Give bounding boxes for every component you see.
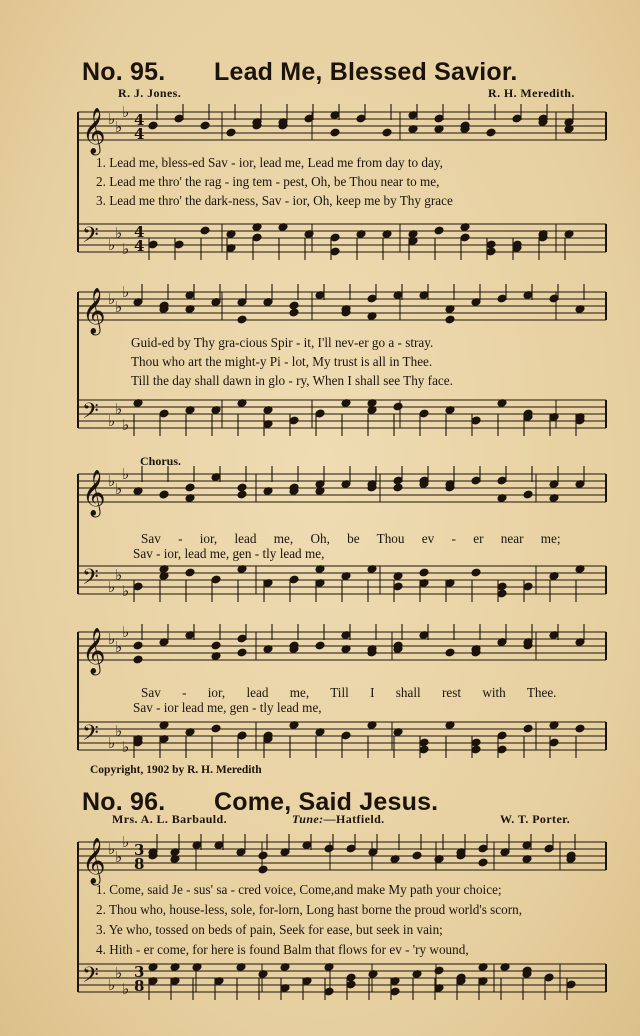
- note-head: [434, 966, 444, 975]
- note-head: [185, 568, 195, 577]
- treble-clef-icon: 𝄞: [82, 108, 106, 154]
- note-head: [486, 128, 496, 137]
- flat-icon: ♭: [122, 738, 130, 756]
- hymn-96-lyricist: Mrs. A. L. Barbauld.: [112, 812, 228, 826]
- note-head: [200, 121, 210, 130]
- hymn-95-verse-2-line-1: 2. Lead me thro' the rag - ing tem - pest, Oh, be Thou near to me,: [96, 174, 440, 189]
- note-head: [211, 724, 221, 733]
- flat-icon: ♭: [122, 416, 130, 434]
- hymn-95-number: No. 95.: [82, 58, 166, 86]
- hymn-95-verse-2-line-2: Thou who art the might-y Pi - lot, My trust is all in Thee.: [131, 354, 433, 369]
- hymn-95-verse-3-line-1: 3. Lead me thro' the dark-ness, Sav - ior, Oh, keep me by Thy grace: [96, 193, 453, 208]
- time-signature: 4: [134, 223, 145, 241]
- flat-icon: ♭: [122, 465, 130, 483]
- note-head: [330, 128, 340, 137]
- chorus-1-upper-lyric: Sav - ior, lead me, Oh, be Thou ev - er near me;: [141, 531, 561, 546]
- note-head: [315, 641, 325, 650]
- flat-icon: ♭: [115, 480, 123, 498]
- hymn-95-verse-3-line-2: Till the day shall dawn in glo - ry, When I shall see Thy face.: [131, 373, 453, 388]
- note-head: [445, 315, 455, 324]
- time-signature: 4: [134, 111, 145, 129]
- flat-icon: ♭: [108, 412, 116, 430]
- note-head: [237, 490, 247, 499]
- flat-icon: ♭: [115, 224, 123, 242]
- note-head: [289, 301, 299, 310]
- note-head: [412, 851, 422, 860]
- hymn-95-verse-1-line-1: 1. Lead me, bless-ed Sav - ior, lead me, Lead me from day to day,: [96, 155, 443, 170]
- hymn-96-verse-2: 2. Thou who, house-less, sole, for-lorn, Long hast borne the proud world's scorn,: [96, 902, 522, 917]
- note-head: [434, 226, 444, 235]
- note-head: [226, 128, 236, 137]
- chorus-label: Chorus.: [140, 454, 182, 468]
- note-head: [133, 641, 143, 650]
- hymn-96-tune-label: Tune:: [292, 812, 324, 826]
- flat-icon: ♭: [122, 582, 130, 600]
- note-head: [133, 655, 143, 664]
- time-signature: 3: [134, 841, 145, 859]
- flat-icon: ♭: [108, 734, 116, 752]
- note-head: [393, 483, 403, 492]
- flat-icon: ♭: [108, 630, 116, 648]
- flat-icon: ♭: [115, 400, 123, 418]
- note-head: [258, 865, 268, 874]
- flat-icon: ♭: [115, 638, 123, 656]
- flat-icon: ♭: [122, 833, 130, 851]
- hymn-96-verse-1: 1. Come, said Je - sus' sa - cred voice, Come,and make My path your choice;: [96, 882, 502, 897]
- note-head: [471, 568, 481, 577]
- flat-icon: ♭: [122, 980, 130, 998]
- bass-clef-icon: 𝄢: [82, 963, 99, 993]
- hymn-96-verse-3: 3. Ye who, tossed on beds of pain, Seek for ease, but seek in vain;: [96, 922, 443, 937]
- flat-icon: ♭: [108, 236, 116, 254]
- flat-icon: ♭: [115, 298, 123, 316]
- hymn-96-tune: [292, 812, 385, 827]
- treble-clef-icon: 𝄞: [82, 628, 106, 674]
- chorus-2-upper-lyric: Sav - ior, lead me, Till I shall rest with Thee.: [141, 685, 557, 700]
- flat-icon: ♭: [115, 722, 123, 740]
- hymn-96-tune-name: —Hatfield.: [323, 812, 385, 826]
- note-head: [200, 226, 210, 235]
- note-head: [393, 402, 403, 411]
- note-head: [237, 483, 247, 492]
- hymn-95-copyright: Copyright, 1902 by R. H. Meredith: [90, 764, 262, 776]
- hymn-95-composer: R. H. Meredith.: [488, 86, 575, 100]
- flat-icon: ♭: [108, 290, 116, 308]
- treble-clef-icon: 𝄞: [82, 838, 106, 884]
- flat-icon: ♭: [122, 240, 130, 258]
- hymn-95-verse-1-line-2: Guid-ed by Thy gra-cious Spir - it, I'll nev-er go a - stray.: [131, 335, 434, 350]
- note-head: [523, 724, 533, 733]
- time-signature: 8: [134, 977, 145, 995]
- chorus-1-lower-lyric: Sav - ior, lead me, gen - tly lead me,: [133, 546, 325, 561]
- flat-icon: ♭: [108, 578, 116, 596]
- flat-icon: ♭: [108, 472, 116, 490]
- hymn-95-title: Lead Me, Blessed Savior.: [214, 58, 518, 86]
- hymn-96-title: Come, Said Jesus.: [214, 788, 439, 816]
- flat-icon: ♭: [122, 103, 130, 121]
- bass-clef-icon: 𝄢: [82, 565, 99, 595]
- treble-clef-icon: 𝄞: [82, 470, 106, 516]
- hymn-95-lyricist: R. J. Jones.: [118, 86, 182, 100]
- note-head: [185, 483, 195, 492]
- note-head: [289, 308, 299, 317]
- flat-icon: ♭: [115, 118, 123, 136]
- flat-icon: ♭: [115, 566, 123, 584]
- flat-icon: ♭: [115, 964, 123, 982]
- note-head: [575, 724, 585, 733]
- note-head: [445, 648, 455, 657]
- flat-icon: ♭: [115, 848, 123, 866]
- note-head: [237, 315, 247, 324]
- note-head: [148, 121, 158, 130]
- note-head: [523, 490, 533, 499]
- flat-icon: ♭: [108, 976, 116, 994]
- note-head: [159, 490, 169, 499]
- flat-icon: ♭: [122, 283, 130, 301]
- note-head: [478, 858, 488, 867]
- hymn-96-number: No. 96.: [82, 788, 166, 816]
- time-signature: 4: [134, 125, 145, 143]
- time-signature: 8: [134, 855, 145, 873]
- bass-clef-icon: 𝄢: [82, 223, 99, 253]
- treble-clef-icon: 𝄞: [82, 288, 106, 334]
- bass-clef-icon: 𝄢: [82, 721, 99, 751]
- note-head: [237, 648, 247, 657]
- time-signature: 4: [134, 237, 145, 255]
- chorus-2-lower-lyric: Sav - ior lead me, gen - tly lead me,: [133, 700, 322, 715]
- hymn-96-composer: W. T. Porter.: [500, 812, 571, 826]
- time-signature: 3: [134, 963, 145, 981]
- note-head: [211, 641, 221, 650]
- bass-clef-icon: 𝄢: [82, 399, 99, 429]
- flat-icon: ♭: [108, 840, 116, 858]
- note-head: [258, 851, 268, 860]
- note-head: [382, 128, 392, 137]
- flat-icon: ♭: [122, 623, 130, 641]
- hymn-96-verse-4: 4. Hith - er come, for here is found Balm that flows for ev - 'ry wound,: [96, 942, 469, 957]
- flat-icon: ♭: [108, 110, 116, 128]
- note-head: [419, 568, 429, 577]
- hymn-95-heading: [82, 58, 518, 87]
